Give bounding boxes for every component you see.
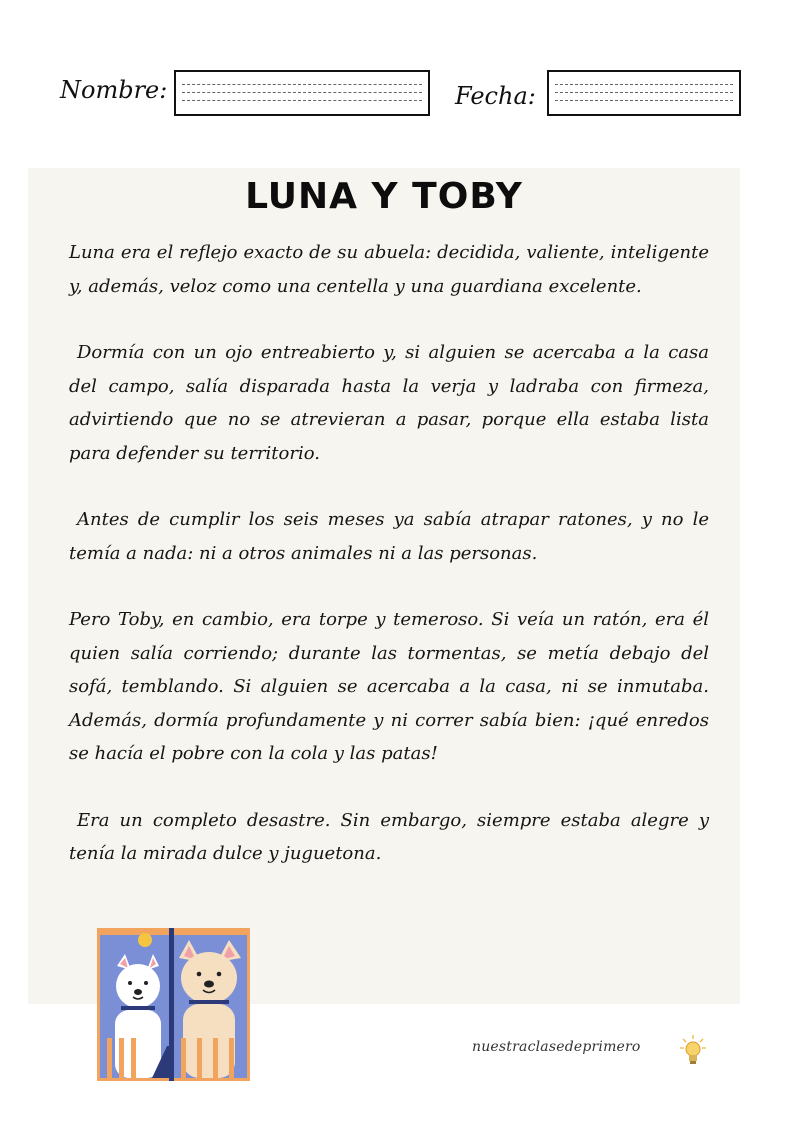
story-paragraph-1: Luna era el reflejo exacto de su abuela: decidida, valiente, inteligente y, además, veloz como una centella y una guardiana excelente. bbox=[69, 242, 709, 297]
date-label: Fecha: bbox=[455, 82, 536, 110]
story-paragraph-5: Era un completo desastre. Sin embargo, siempre estaba alegre y tenía la mirada dulce y juguetona. bbox=[69, 809, 709, 864]
story-text bbox=[69, 236, 709, 904]
story-paragraph-3: Antes de cumplir los seis meses ya sabía atrapar ratones, y no le temía a nada: ni a otros animales ni a las personas. bbox=[69, 509, 709, 564]
story-title: LUNA Y TOBY bbox=[245, 176, 523, 217]
brand-text: nuestraclasedeprimero bbox=[472, 1039, 641, 1055]
story-panel bbox=[28, 168, 740, 1004]
brand-logo bbox=[472, 1035, 712, 1067]
story-paragraph-2: Dormía con un ojo entreabierto y, si alguien se acercaba a la casa del campo, salía disparada hasta la verja y ladraba con firmeza, advirtiendo que no se atrevieran a pasar, porque ella estaba lista para defender su territorio. bbox=[69, 342, 709, 464]
two-dogs-illustration bbox=[97, 928, 250, 1081]
name-field[interactable] bbox=[174, 70, 430, 116]
name-label: Nombre: bbox=[60, 76, 168, 104]
story-paragraph-4: Pero Toby, en cambio, era torpe y temeroso. Si veía un ratón, era él quien salía corriendo; durante las tormentas, se metía debajo del sofá, temblando. Si alguien se acercaba a la casa, ni se inmutaba. Además, dormía profundamente y ni correr sabía bien: ¡qué enredos se hacía el pobre con la cola y las patas! bbox=[69, 609, 709, 764]
lightbulb-icon bbox=[680, 1035, 706, 1067]
worksheet-header bbox=[0, 0, 800, 150]
date-field[interactable] bbox=[547, 70, 741, 116]
dogs-illustration-icon bbox=[97, 928, 250, 1081]
